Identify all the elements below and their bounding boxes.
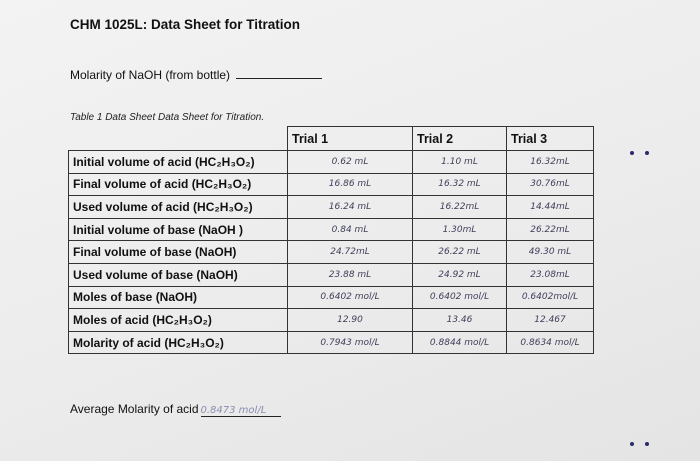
average-molarity-value: 0.8473 mol/L: [201, 405, 281, 417]
handwritten-value: 1.10 mL: [413, 151, 507, 174]
row-label: Initial volume of acid (HC₂H₃O₂): [69, 151, 288, 174]
handwritten-value: 16.24 mL: [288, 196, 413, 219]
average-molarity-line: [70, 402, 281, 417]
handwritten-value: 23.88 mL: [288, 263, 413, 286]
handwritten-value: 0.62 mL: [288, 151, 413, 174]
ink-dot: [630, 151, 634, 155]
table-row: [69, 241, 594, 264]
handwritten-value: 16.32 mL: [413, 173, 507, 196]
column-header: Trial 1: [288, 127, 413, 151]
handwritten-value: 16.86 mL: [288, 173, 413, 196]
handwritten-value: 13.46: [413, 309, 507, 332]
handwritten-value: 26.22 mL: [413, 241, 507, 264]
row-label: Used volume of base (NaOH): [69, 263, 288, 286]
table-row: [69, 196, 594, 219]
handwritten-value: 0.7943 mol/L: [288, 331, 413, 354]
ink-dot: [645, 442, 649, 446]
naoh-molarity-label: Molarity of NaOH (from bottle): [70, 68, 231, 82]
handwritten-value: 14.44mL: [507, 196, 594, 219]
handwritten-value: 0.8844 mol/L: [413, 331, 507, 354]
naoh-molarity-line: [70, 68, 322, 82]
header-blank-cell: [69, 127, 288, 151]
table-caption: Table 1 Data Sheet Data Sheet for Titration.: [70, 112, 265, 123]
handwritten-value: 12.90: [288, 309, 413, 332]
handwritten-value: 12.467: [507, 309, 594, 332]
table-row: [69, 151, 594, 174]
handwritten-value: 0.6402 mol/L: [413, 286, 507, 309]
handwritten-value: 23.08mL: [507, 263, 594, 286]
row-label: Final volume of acid (HC₂H₃O₂): [69, 173, 288, 196]
table-row: [69, 309, 594, 332]
ink-dot: [630, 442, 634, 446]
average-molarity-label: Average Molarity of acid: [70, 402, 199, 416]
row-label: Moles of acid (HC₂H₃O₂): [69, 309, 288, 332]
table-row: [69, 173, 594, 196]
titration-table: [68, 126, 594, 354]
ink-dot: [645, 151, 649, 155]
table-row: [69, 286, 594, 309]
naoh-molarity-blank: [236, 68, 322, 79]
table-row: [69, 331, 594, 354]
column-header: Trial 2: [413, 127, 507, 151]
handwritten-value: 49.30 mL: [507, 241, 594, 264]
handwritten-value: 24.72mL: [288, 241, 413, 264]
handwritten-value: 0.6402 mol/L: [288, 286, 413, 309]
handwritten-value: 0.84 mL: [288, 218, 413, 241]
row-label: Molarity of acid (HC₂H₃O₂): [69, 331, 288, 354]
row-label: Final volume of base (NaOH): [69, 241, 288, 264]
handwritten-value: 24.92 mL: [413, 263, 507, 286]
page-title: CHM 1025L: Data Sheet for Titration: [70, 17, 301, 32]
handwritten-value: 26.22mL: [507, 218, 594, 241]
column-header: Trial 3: [507, 127, 594, 151]
row-label: Used volume of acid (HC₂H₃O₂): [69, 196, 288, 219]
table-row: [69, 218, 594, 241]
table-header-row: [69, 127, 594, 151]
handwritten-value: 16.22mL: [413, 196, 507, 219]
handwritten-value: 0.6402mol/L: [507, 286, 594, 309]
handwritten-value: 16.32mL: [507, 151, 594, 174]
handwritten-value: 30.76mL: [507, 173, 594, 196]
handwritten-value: 0.8634 mol/L: [507, 331, 594, 354]
handwritten-value: 1.30mL: [413, 218, 507, 241]
table-row: [69, 263, 594, 286]
row-label: Moles of base (NaOH): [69, 286, 288, 309]
row-label: Initial volume of base (NaOH ): [69, 218, 288, 241]
